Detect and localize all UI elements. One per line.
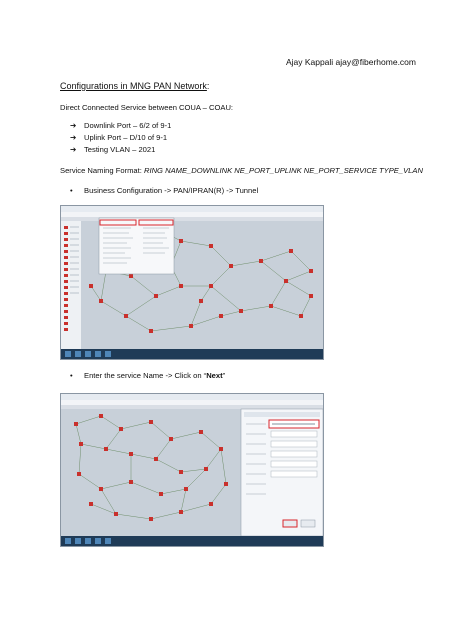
screenshot-2-image <box>61 394 323 546</box>
screenshot-1-image <box>61 206 323 359</box>
step-1 <box>70 186 258 195</box>
subheading: Direct Connected Service between COUA – COAU: <box>60 103 234 112</box>
step-2-text: Enter the service Name -> Click on “ <box>84 371 207 380</box>
right-arrow-icon: ➔ <box>70 133 77 142</box>
screenshot-1 <box>60 205 324 360</box>
step-1-text: Business Configuration -> PAN/IPRAN(R) -> Tunnel <box>84 186 259 195</box>
bullet-dot-icon: • <box>70 371 73 380</box>
right-arrow-icon: ➔ <box>70 121 77 130</box>
step-2-suffix: ” <box>222 371 226 380</box>
screenshot-2 <box>60 393 324 547</box>
bullet-dot-icon: • <box>70 186 73 195</box>
right-arrow-icon: ➔ <box>70 145 77 154</box>
section-heading-colon: : <box>206 81 210 91</box>
naming-format-label: Service Naming Format: <box>60 166 144 175</box>
step-2 <box>70 371 225 380</box>
step-2-bold: Next <box>206 371 223 380</box>
list-item <box>70 121 171 130</box>
list-item-text: Downlink Port – 6/2 of 9-1 <box>84 121 172 130</box>
author-line: Ajay Kappali ajay@fiberhome.com <box>285 57 416 67</box>
naming-format-line <box>60 166 423 175</box>
list-item-text: Testing VLAN – 2021 <box>84 145 156 154</box>
list-item <box>70 145 155 154</box>
list-item <box>70 133 167 142</box>
naming-format-value: RING NAME_DOWNLINK NE_PORT_UPLINK NE_PORT_SERVICE TYPE_VLAN <box>143 166 423 175</box>
list-item-text: Uplink Port – D/10 of 9-1 <box>84 133 168 142</box>
section-heading-text: Configurations in MNG PAN Network <box>60 81 207 91</box>
section-heading <box>60 81 209 91</box>
